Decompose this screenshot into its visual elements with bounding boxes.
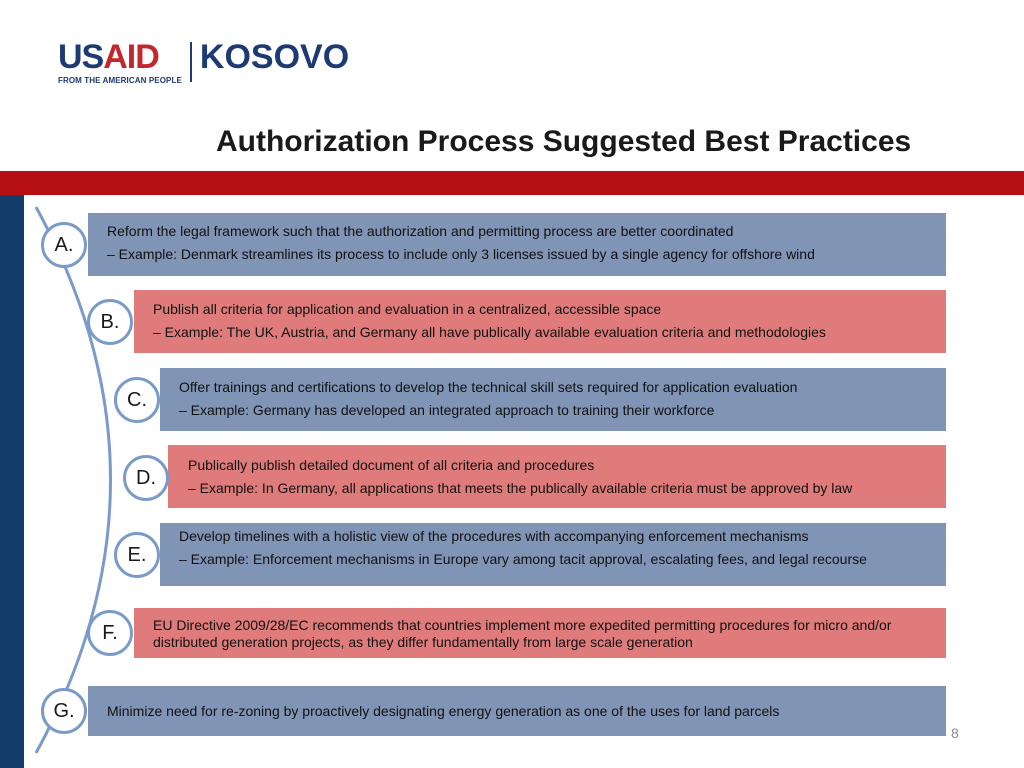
practice-b-main: Publish all criteria for application and evaluation in a centralized, accessible space (153, 301, 662, 317)
logo-tagline: FROM THE AMERICAN PEOPLE (58, 76, 182, 85)
practice-e-main: Develop timelines with a holistic view of the procedures with accompanying enforcement mechanisms (179, 528, 809, 544)
letter-circle-e: E. (114, 532, 160, 578)
letter-circle-d: D. (123, 455, 169, 501)
page-number: 8 (951, 725, 959, 741)
practice-box-a (88, 213, 946, 276)
practice-f-main: EU Directive 2009/28/EC recommends that countries implement more expedited permitting procedures for micro and/or distributed generation projects, as they differ fundamentally from large scale generation (153, 617, 892, 650)
practice-a-example: – Example: Denmark streamlines its process to include only 3 licenses issued by a single agency for offshore wind (107, 246, 815, 262)
usaid-logo (58, 40, 182, 85)
practice-b-example: – Example: The UK, Austria, and Germany all have publically available evaluation criteria and methodologies (153, 324, 826, 340)
usaid-kosovo-logo (58, 40, 349, 88)
letter-circle-a: A. (41, 222, 87, 268)
practice-d-example: – Example: In Germany, all applications that meets the publically available criteria must be approved by law (188, 480, 853, 496)
letter-circle-c: C. (114, 377, 160, 423)
practice-box-g (88, 686, 946, 736)
practice-c-example: – Example: Germany has developed an integrated approach to training their workforce (179, 402, 715, 418)
practice-box-d (168, 445, 946, 508)
logo-us: US (58, 38, 104, 76)
letter-circle-b: B. (87, 299, 133, 345)
slide-title: Authorization Process Suggested Best Practices (216, 125, 912, 158)
logo-aid: AID (103, 38, 159, 76)
practice-box-b (134, 290, 946, 353)
practice-a-main: Reform the legal framework such that the authorization and permitting process are better coordinated (107, 223, 734, 239)
header-red-bar (0, 171, 1024, 195)
practice-box-f (134, 608, 946, 658)
practice-box-c (160, 368, 946, 431)
practice-e-example: – Example: Enforcement mechanisms in Europe vary among tacit approval, escalating fees, and legal recourse (179, 551, 867, 567)
logo-country: KOSOVO (199, 38, 350, 76)
letter-circle-f: F. (87, 610, 133, 656)
letter-circle-g: G. (41, 688, 87, 734)
logo-divider (190, 42, 192, 82)
practice-g-main: Minimize need for re-zoning by proactively designating energy generation as one of the uses for land parcels (107, 703, 780, 719)
practice-box-e (160, 523, 946, 586)
practice-c-main: Offer trainings and certifications to develop the technical skill sets required for application evaluation (179, 379, 798, 395)
practice-d-main: Publically publish detailed document of all criteria and procedures (188, 457, 595, 473)
